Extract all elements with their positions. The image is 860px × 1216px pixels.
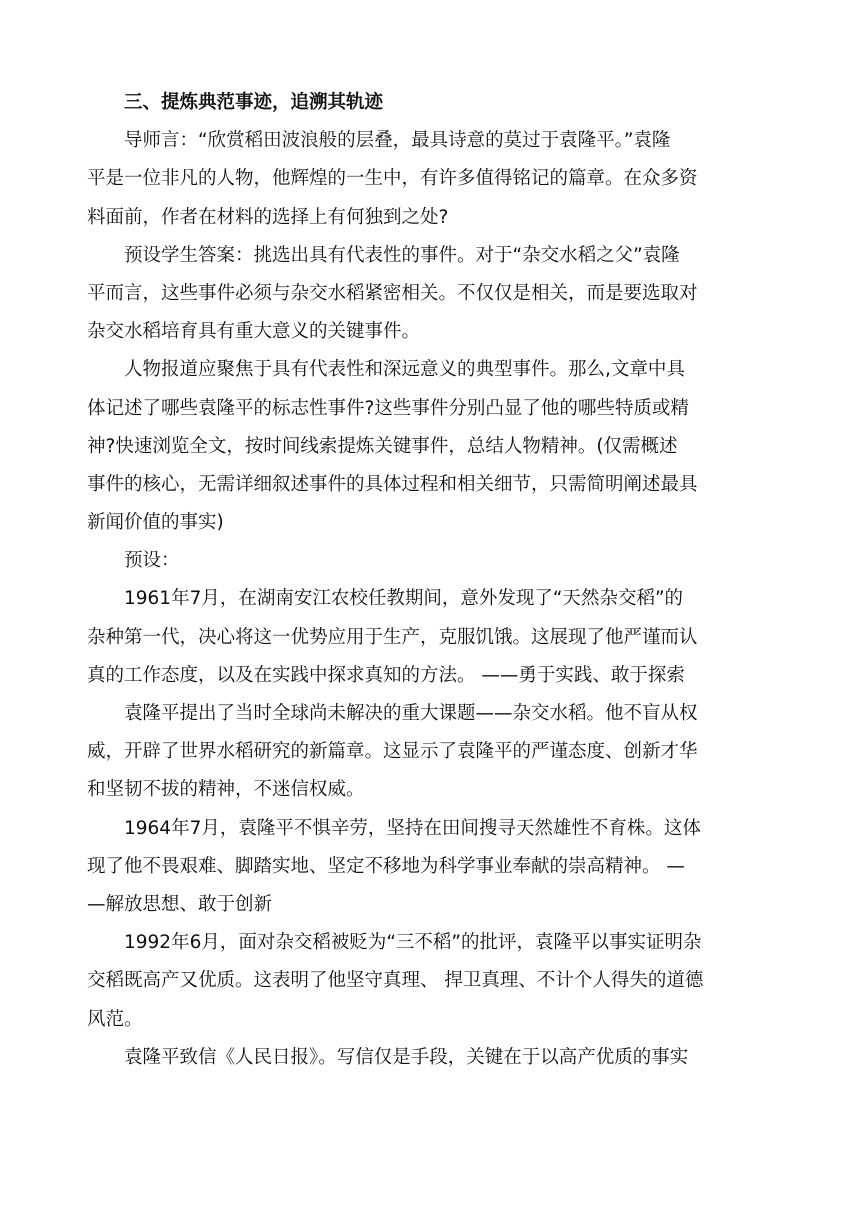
text-line: 新闻价值的事实) xyxy=(87,512,224,534)
text-line: 交稻既高产又优质。这表明了他坚守真理、 捍卫真理、不计个人得失的道德 xyxy=(87,970,704,992)
text-line: 1964年7月，袁隆平不惧辛劳，坚持在田间搜寻天然雄性不育株。这体 xyxy=(124,817,701,839)
text-line: —解放思想、敢于创新 xyxy=(87,893,273,915)
text-line: 1961年7月，在湖南安江农校任教期间，意外发现了“天然杂交稻”的 xyxy=(124,588,684,610)
text-line: 平是一位非凡的人物，他辉煌的一生中，有许多值得铭记的篇章。在众多资 xyxy=(87,168,698,190)
text-line: 料面前，作者在材料的选择上有何独到之处? xyxy=(87,206,449,228)
text-line: 人物报道应聚焦于具有代表性和深远意义的典型事件。那么,文章中具 xyxy=(124,359,685,381)
text-line: 杂种第一代，决心将这一优势应用于生产，克服饥饿。这展现了他严谨而认 xyxy=(87,626,698,648)
text-line: 杂交水稻培育具有重大意义的关键事件。 xyxy=(87,321,421,343)
text-line: 平而言，这些事件必须与杂交水稻紧密相关。不仅仅是相关，而是要选取对 xyxy=(87,282,698,304)
text-line: 事件的核心，无需详细叙述事件的具体过程和相关细节，只需简明阐述最具 xyxy=(87,473,698,495)
text-line: 袁隆平致信《人民日报》。写信仅是手段，关键在于以高产优质的事实 xyxy=(124,1046,689,1068)
text-line: 和坚韧不拔的精神，不迷信权威。 xyxy=(87,779,365,801)
text-line: 预设： xyxy=(124,550,180,572)
text-line: 神?快速浏览全文，按时间线索提炼关键事件，总结人物精神。(仅需概述 xyxy=(87,435,678,457)
text-line: 预设学生答案：挑选出具有代表性的事件。对于“杂交水稻之父”袁隆 xyxy=(124,244,680,266)
text-line: 真的工作态度，以及在实践中探求真知的方法。 ——勇于实践、敢于探索 xyxy=(87,664,685,686)
text-line: 袁隆平提出了当时全球尚未解决的重大课题——杂交水稻。他不盲从权 xyxy=(124,703,698,724)
document-page xyxy=(87,84,773,1077)
text-line: 现了他不畏艰难、脚踏实地、坚定不移地为科学事业奉献的崇高精神。 — xyxy=(87,855,685,877)
text-line: 风范。 xyxy=(87,1008,143,1030)
text-line: 威，开辟了世界水稻研究的新篇章。这显示了袁隆平的严谨态度、创新才华 xyxy=(87,741,698,763)
text-line: 1992年6月，面对杂交稻被贬为“三不稻”的批评，袁隆平以事实证明杂 xyxy=(124,932,702,954)
section-heading: 三、提炼典范事迹，追溯其轨迹 xyxy=(124,92,384,113)
text-line: 体记述了哪些袁隆平的标志性事件?这些事件分别凸显了他的哪些特质或精 xyxy=(87,397,689,419)
text-line: 导师言：“欣赏稻田波浪般的层叠，最具诗意的莫过于袁隆平。”袁隆 xyxy=(124,130,671,152)
